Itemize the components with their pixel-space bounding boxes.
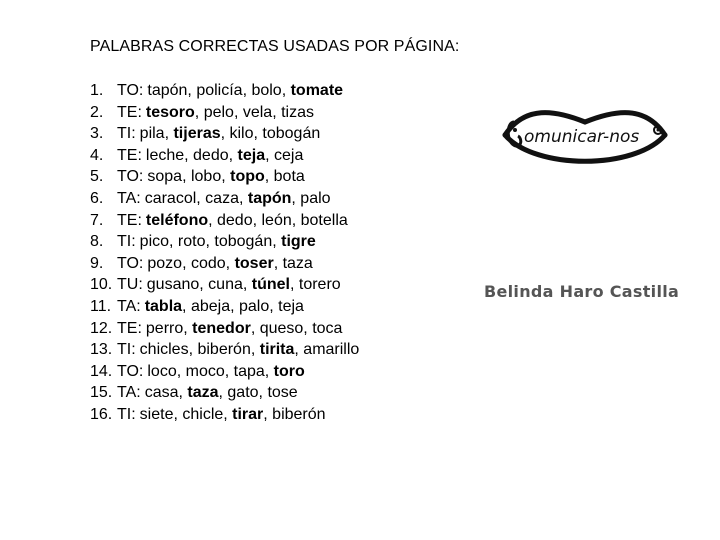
item-syllable: TA:: [117, 297, 141, 315]
target-word: tigre: [281, 233, 316, 251]
word: lobo: [190, 168, 222, 186]
item-words: leche, dedo, teja, ceja: [145, 146, 304, 164]
target-word: tirita: [259, 341, 295, 359]
word: vela: [242, 103, 273, 121]
target-word: tesoro: [145, 103, 195, 121]
word: toca: [312, 319, 343, 337]
list-item: [90, 361, 359, 383]
item-syllable: TE:: [117, 103, 142, 121]
svg-text:omunicar-nos: omunicar-nos: [524, 127, 640, 147]
target-word: toser: [234, 254, 274, 272]
word: biberón: [272, 405, 326, 423]
item-words: perro, tenedor, queso, toca: [145, 319, 343, 337]
item-number: 10.: [90, 276, 113, 294]
item-words: tesoro, pelo, vela, tizas: [145, 103, 314, 121]
list-item: [90, 80, 359, 102]
item-syllable: TO:: [117, 254, 144, 272]
item-number: 13.: [90, 341, 113, 359]
word: caracol: [144, 189, 197, 207]
item-words: tapón, policía, bolo, tomate: [147, 82, 344, 99]
item-syllable: TE:: [117, 319, 142, 337]
target-word: taza: [187, 384, 219, 402]
item-words: loco, moco, tapa, toro: [147, 362, 305, 380]
word: pelo: [203, 103, 234, 121]
list-item: [90, 404, 359, 426]
word: siete: [139, 405, 174, 423]
word: gato: [227, 384, 259, 402]
item-words: pico, roto, tobogán, tigre: [139, 233, 316, 251]
item-syllable: TI:: [117, 233, 136, 251]
item-words: pozo, codo, toser, taza: [147, 254, 313, 272]
word: amarillo: [303, 341, 360, 359]
word: bolo: [251, 82, 282, 99]
list-item: [90, 188, 359, 210]
item-words: chicles, biberón, tirita, amarillo: [139, 341, 360, 359]
target-word: tirar: [232, 405, 264, 423]
item-words: tabla, abeja, palo, teja: [144, 297, 304, 315]
item-number: 7.: [90, 211, 104, 229]
word: teja: [278, 297, 304, 315]
word: tapa: [233, 362, 265, 380]
word: casa: [144, 384, 179, 402]
word: kilo: [229, 125, 254, 143]
word-list: [90, 80, 359, 426]
word: gusano: [146, 276, 200, 294]
target-word: teja: [237, 146, 266, 164]
list-item: [90, 382, 359, 404]
word: tapón: [147, 82, 188, 99]
item-syllable: TA:: [117, 384, 141, 402]
list-item: [90, 274, 359, 296]
word: cuna: [208, 276, 243, 294]
word: palo: [300, 189, 331, 207]
item-syllable: TI:: [117, 405, 136, 423]
word: codo: [190, 254, 226, 272]
item-words: gusano, cuna, túnel, torero: [146, 276, 341, 294]
item-number: 16.: [90, 405, 113, 423]
item-number: 2.: [90, 103, 104, 121]
word: tobogán: [262, 125, 321, 143]
item-words: siete, chicle, tirar, biberón: [139, 405, 326, 423]
item-number: 8.: [90, 233, 104, 251]
item-syllable: TU:: [117, 276, 143, 294]
list-item: [90, 123, 359, 145]
word: biberón: [197, 341, 251, 359]
word: león: [261, 211, 292, 229]
item-syllable: TE:: [117, 146, 142, 164]
item-number: 9.: [90, 254, 104, 272]
target-word: tomate: [290, 82, 344, 99]
word: botella: [300, 211, 348, 229]
item-number: 15.: [90, 384, 113, 402]
word: pico: [139, 233, 170, 251]
word: sopa: [147, 168, 183, 186]
target-word: toro: [273, 362, 305, 380]
word: bota: [273, 168, 305, 186]
target-word: tabla: [144, 297, 183, 315]
word: pila: [139, 125, 165, 143]
target-word: túnel: [251, 276, 290, 294]
word: palo: [238, 297, 270, 315]
word: torero: [298, 276, 341, 294]
item-syllable: TI:: [117, 341, 136, 359]
word: tobogán: [214, 233, 273, 251]
word: dedo: [217, 211, 253, 229]
list-item: [90, 339, 359, 361]
list-item: [90, 231, 359, 253]
page-title: PALABRAS CORRECTAS USADAS POR PÁGINA:: [90, 38, 460, 55]
word: moco: [185, 362, 225, 380]
target-word: tijeras: [173, 125, 221, 143]
list-item: [90, 210, 359, 232]
item-syllable: TI:: [117, 125, 136, 143]
item-number: 14.: [90, 362, 113, 380]
list-item: [90, 102, 359, 124]
word: loco: [147, 362, 177, 380]
item-syllable: TO:: [117, 82, 144, 99]
word: policía: [196, 82, 243, 99]
list-item: [90, 296, 359, 318]
word: abeja: [190, 297, 231, 315]
target-word: tenedor: [192, 319, 251, 337]
author-name: Belinda Haro Castilla: [484, 282, 680, 301]
word: perro: [145, 319, 184, 337]
item-words: caracol, caza, tapón, palo: [144, 189, 331, 207]
word: roto: [177, 233, 206, 251]
word: caza: [205, 189, 239, 207]
item-words: pila, tijeras, kilo, tobogán: [139, 125, 321, 143]
item-number: 6.: [90, 189, 104, 207]
item-number: 4.: [90, 146, 104, 164]
item-syllable: TE:: [117, 211, 142, 229]
item-words: casa, taza, gato, tose: [144, 384, 298, 402]
word: chicle: [182, 405, 224, 423]
word: pozo: [147, 254, 183, 272]
item-words: sopa, lobo, topo, bota: [147, 168, 305, 186]
item-number: 3.: [90, 125, 104, 143]
item-words: teléfono, dedo, león, botella: [145, 211, 348, 229]
list-item: [90, 318, 359, 340]
target-word: topo: [230, 168, 265, 186]
word: queso: [259, 319, 304, 337]
target-word: teléfono: [145, 211, 209, 229]
item-number: 12.: [90, 319, 113, 337]
word: leche: [145, 146, 185, 164]
item-number: 1.: [90, 82, 104, 99]
item-syllable: TO:: [117, 168, 144, 186]
word: taza: [282, 254, 313, 272]
word: ceja: [273, 146, 304, 164]
item-number: 5.: [90, 168, 104, 186]
item-syllable: TA:: [117, 189, 141, 207]
word: tizas: [281, 103, 314, 121]
list-item: [90, 253, 359, 275]
comunicar-nos-logo: [500, 100, 670, 170]
word: tose: [267, 384, 298, 402]
word: chicles: [139, 341, 189, 359]
list-item: [90, 166, 359, 188]
list-item: [90, 145, 359, 167]
target-word: tapón: [247, 189, 292, 207]
word: dedo: [193, 146, 229, 164]
item-number: 11.: [90, 297, 112, 315]
item-syllable: TO:: [117, 362, 144, 380]
